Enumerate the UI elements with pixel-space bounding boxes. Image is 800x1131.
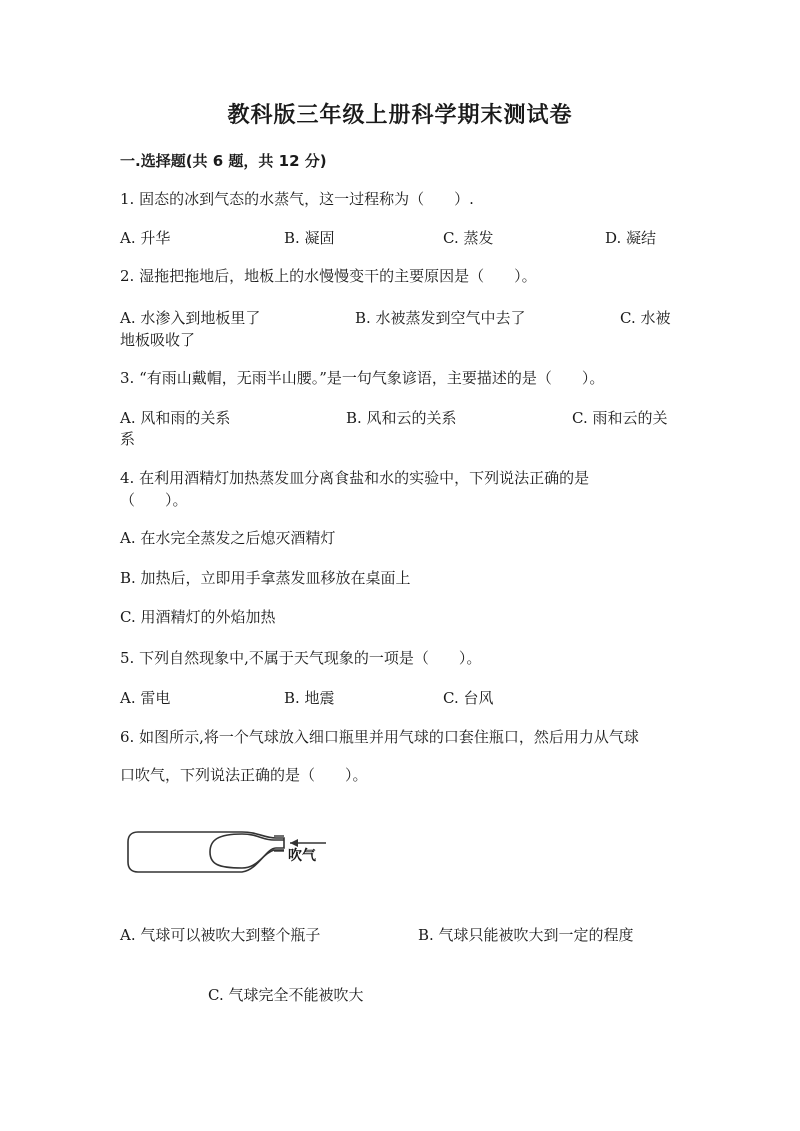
q3-option-a: A. 风和雨的关系	[120, 409, 231, 427]
q3-option-b: B. 风和云的关系	[346, 409, 457, 427]
bottle-balloon-diagram	[124, 822, 354, 882]
question-4-stem-continued: （ ）。	[120, 491, 188, 509]
question-6-stem: 6. 如图所示,将一个气球放入细口瓶里并用气球的口套住瓶口，然后用力从气球	[120, 728, 639, 746]
balloon-outline	[210, 834, 284, 868]
question-2-stem: 2. 湿拖把拖地后，地板上的水慢慢变干的主要原因是（ ）。	[120, 267, 537, 285]
figure-label-blow: 吹气	[288, 848, 316, 864]
q3-option-c-continued: 系	[120, 430, 136, 448]
q4-option-c: C. 用酒精灯的外焰加热	[120, 608, 276, 626]
q1-option-d: D. 凝结	[605, 229, 657, 247]
section-heading: 一.选择题(共 6 题，共 12 分)	[120, 152, 327, 170]
q1-option-b: B. 凝固	[284, 229, 335, 247]
question-3-stem: 3. “有雨山戴帽，无雨半山腰。”是一句气象谚语，主要描述的是（ ）。	[120, 369, 605, 387]
question-6-stem-continued: 口吹气，下列说法正确的是（ ）。	[120, 766, 368, 784]
q6-option-b: B. 气球只能被吹大到一定的程度	[418, 926, 634, 944]
q3-option-c: C. 雨和云的关	[572, 409, 668, 427]
q4-option-b: B. 加热后，立即用手拿蒸发皿移放在桌面上	[120, 569, 411, 587]
q2-option-c: C. 水被	[620, 309, 671, 327]
q1-option-a: A. 升华	[120, 229, 171, 247]
q5-option-b: B. 地震	[284, 689, 335, 707]
q2-option-c-continued: 地板吸收了	[120, 331, 196, 349]
q6-option-a: A. 气球可以被吹大到整个瓶子	[120, 926, 321, 944]
q1-option-c: C. 蒸发	[443, 229, 494, 247]
question-4-stem: 4. 在利用酒精灯加热蒸发皿分离食盐和水的实验中，下列说法正确的是	[120, 469, 590, 487]
page-title: 教科版三年级上册科学期末测试卷	[227, 103, 573, 128]
question-5-stem: 5. 下列自然现象中,不属于天气现象的一项是（ ）。	[120, 649, 482, 667]
q6-option-c: C. 气球完全不能被吹大	[208, 986, 364, 1004]
q5-option-c: C. 台风	[443, 689, 494, 707]
q2-option-b: B. 水被蒸发到空气中去了	[355, 309, 526, 327]
question-1-stem: 1. 固态的冰到气态的水蒸气，这一过程称为（ ）.	[120, 190, 474, 208]
q4-option-a: A. 在水完全蒸发之后熄灭酒精灯	[120, 529, 336, 547]
q2-option-a: A. 水渗入到地板里了	[120, 309, 261, 327]
q5-option-a: A. 雷电	[120, 689, 171, 707]
